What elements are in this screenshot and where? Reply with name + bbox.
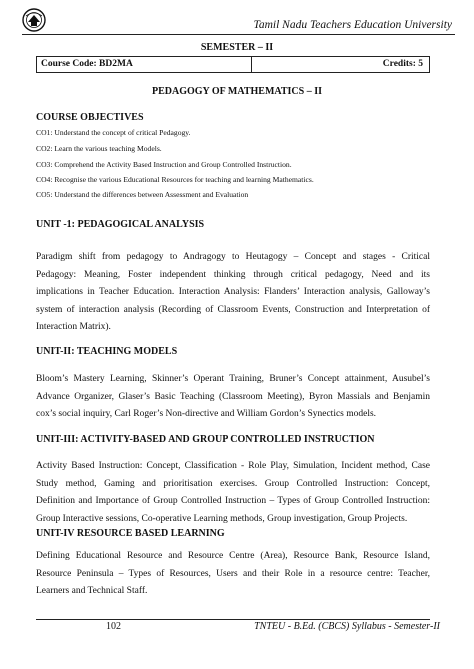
unit-1-heading: UNIT -1: PEDAGOGICAL ANALYSIS xyxy=(36,219,205,230)
text-line: Interaction Matrix). xyxy=(36,322,111,333)
unit-3-body xyxy=(36,458,430,528)
text-line: Paradigm shift from pedagogy to Andragogy to Heutagogy – Concept and stages - Critical xyxy=(36,252,430,262)
text-line: system of interaction analysis (Recording of Classroom Events, Construction and Interpretation of xyxy=(36,304,430,315)
unit-2-heading: UNIT-II: TEACHING MODELS xyxy=(36,346,178,357)
text-line: implications in Teacher Education. Interaction Analysis: Flanders’ Interaction analysis, Galloway’s xyxy=(36,287,430,298)
text-line: cox’s social inquiry, Carl Roger’s Non-directive and William Gordon’s Synectics models. xyxy=(36,409,377,420)
text-line: Defining Educational Resource and Resource Centre (Area), Resource Bank, Resource Island, xyxy=(36,551,430,561)
objective-item: CO1: Understand the concept of critical Pedagogy. xyxy=(36,128,191,137)
footer-course-label: TNTEU - B.Ed. (CBCS) Syllabus - Semester-II xyxy=(254,621,440,632)
objective-item: CO2: Learn the various teaching Models. xyxy=(36,144,162,153)
unit-4-body xyxy=(36,548,430,601)
objective-item: CO4: Recognise the various Educational Resources for teaching and learning Mathematics. xyxy=(36,175,314,184)
unit-2-body xyxy=(36,371,430,424)
objective-item: CO5: Understand the differences between Assessment and Evaluation xyxy=(36,190,249,199)
unit-1-body xyxy=(36,249,430,337)
text-line: Activity Based Instruction: Concept, Classification - Role Play, Simulation, Incident method, Case xyxy=(36,461,430,471)
course-info-table xyxy=(36,56,430,73)
footer-rule xyxy=(36,619,430,620)
text-line: Bloom’s Mastery Learning, Skinner’s Operant Training, Bruner’s Concept attainment, Ausubel’s xyxy=(36,374,430,384)
subject-title: PEDAGOGY OF MATHEMATICS – II xyxy=(151,86,322,97)
university-name: Tamil Nadu Teachers Education University xyxy=(253,19,452,31)
course-code: Course Code: BD2MA xyxy=(37,57,252,72)
text-line: Definition and Importance of Group Controlled Instruction – Types of Group Controlled Instruction: xyxy=(36,496,430,507)
text-line: Study method, Gaming and prioritisation exercises. Group Controlled Instruction: Concept, xyxy=(36,478,430,489)
text-line: Learners and Technical Staff. xyxy=(36,586,148,597)
text-line: Resource Peninsula – Types of Resources, Users and their Role in a resource centre: Teacher, xyxy=(36,568,430,579)
semester-title: SEMESTER – II xyxy=(200,42,274,53)
unit-4-heading: UNIT-IV RESOURCE BASED LEARNING xyxy=(36,528,225,539)
text-line: Pedagogy: Meaning, Foster independent thinking through critical pedagogy, Need and its xyxy=(36,269,430,280)
header-rule xyxy=(22,34,455,35)
objectives-heading: COURSE OBJECTIVES xyxy=(36,112,144,123)
page-number: 102 xyxy=(106,621,121,632)
text-line: Advance Organizer, Glaser’s Basic Teaching (Classroom Meeting), Byron Massials and Benjamin xyxy=(36,391,430,402)
unit-3-heading: UNIT-III: ACTIVITY-BASED AND GROUP CONTROLLED INSTRUCTION xyxy=(36,434,375,445)
course-credits: Credits: 5 xyxy=(382,59,423,69)
university-logo xyxy=(22,8,46,32)
text-line: Group Interactive sessions, Co-operative Learning methods, Group investigation, Group Projects. xyxy=(36,513,408,524)
objective-item: CO3: Comprehend the Activity Based Instruction and Group Controlled Instruction. xyxy=(36,160,292,169)
